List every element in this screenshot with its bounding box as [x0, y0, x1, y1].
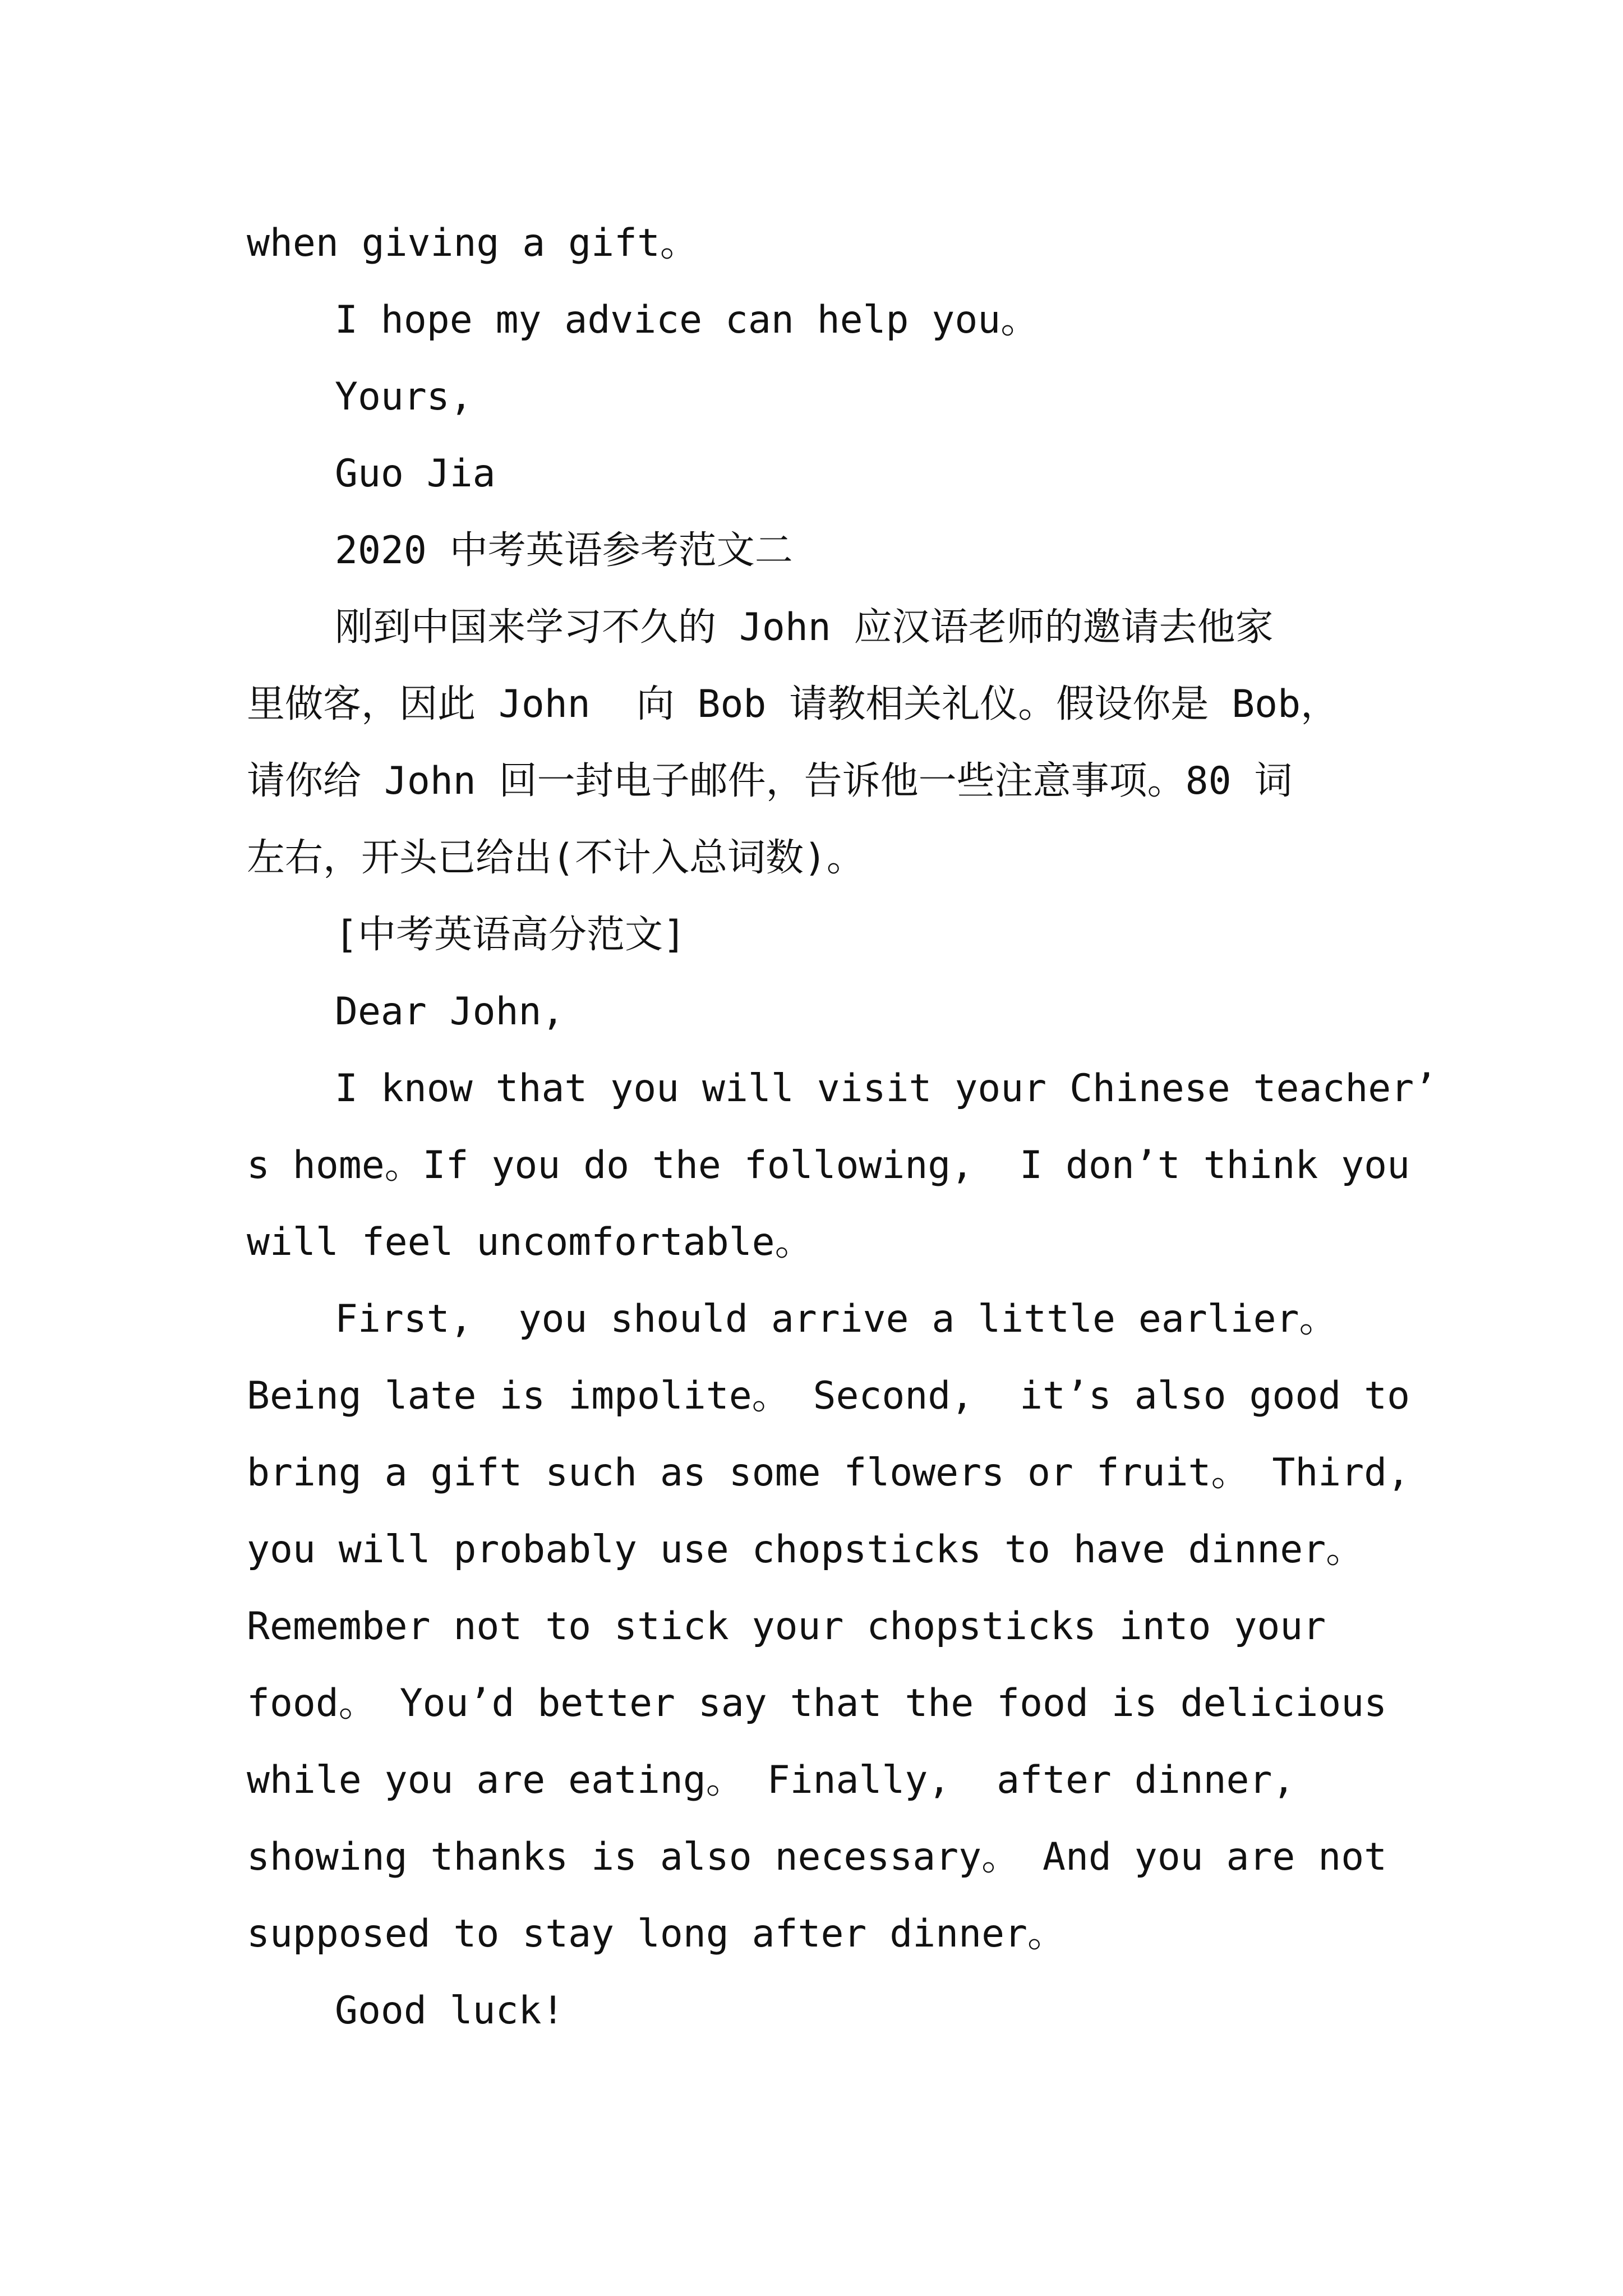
- closing-sentence: I hope my advice can help you。: [335, 298, 1039, 342]
- sign-off: Yours,: [335, 375, 473, 419]
- letter-body-line: s home。If you do the following, I don’t think you: [247, 1143, 1410, 1188]
- letter-body-line: I know that you will visit your Chinese teacher’: [335, 1066, 1437, 1111]
- signature-name: Guo Jia: [335, 452, 496, 496]
- letter-body-line: while you are eating。 Finally, after dinner,: [247, 1758, 1295, 1802]
- task-prompt-line: 请你给 John 回一封电子邮件，告诉他一些注意事项。80 词: [247, 759, 1293, 803]
- task-prompt-line: 刚到中国来学习不久的 John 应汉语老师的邀请去他家: [335, 605, 1274, 650]
- letter-closing: Good luck!: [335, 1989, 565, 2033]
- section-heading: 2020 中考英语参考范文二: [335, 528, 793, 573]
- letter-body-line: will feel uncomfortable。: [247, 1220, 813, 1264]
- task-prompt-line: 里做客，因此 John 向 Bob 请教相关礼仪。假设你是 Bob，: [247, 682, 1339, 726]
- letter-body-line: showing thanks is also necessary。 And you are not: [247, 1835, 1387, 1879]
- sample-essay-heading: [中考英语高分范文]: [335, 913, 686, 957]
- text-line: when giving a gift。: [247, 221, 698, 265]
- letter-body-line: Being late is impolite。 Second, it’s also good to: [247, 1374, 1410, 1418]
- letter-body-line: you will probably use chopsticks to have dinner。: [247, 1527, 1364, 1572]
- letter-greeting: Dear John,: [335, 990, 565, 1034]
- letter-body-line: supposed to stay long after dinner。: [247, 1912, 1066, 1956]
- letter-body-line: Remember not to stick your chopsticks into your: [247, 1604, 1326, 1649]
- letter-body-line: food。 You’d better say that the food is delicious: [247, 1681, 1387, 1726]
- task-prompt-line: 左右，开头已给出(不计入总词数)。: [247, 836, 865, 880]
- letter-body-line: bring a gift such as some flowers or fruit。 Third,: [247, 1451, 1410, 1495]
- letter-body-line: First, you should arrive a little earlier。: [335, 1297, 1338, 1341]
